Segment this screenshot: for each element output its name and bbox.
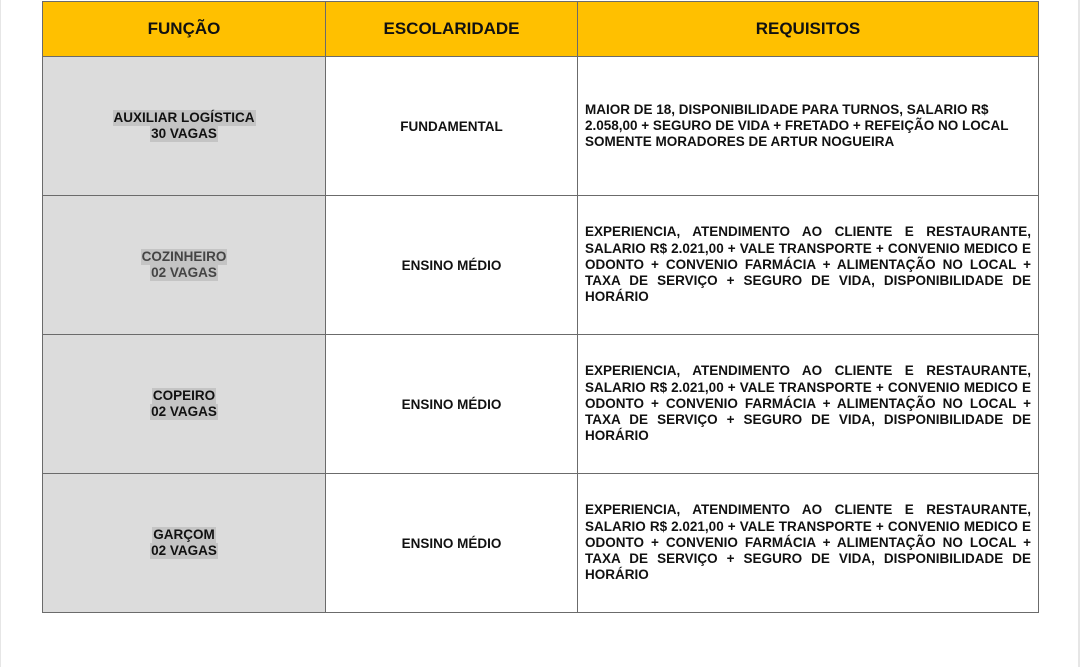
header-escolaridade: ESCOLARIDADE bbox=[326, 2, 578, 57]
requisitos-cell: MAIOR DE 18, DISPONIBILIDADE PARA TURNOS, SALARIO R$ 2.058,00 + SEGURO DE VIDA + FRETADO + REFEIÇÃO NO LOCAL SOMENTE MORADORES DE ARTUR NOGUEIRA bbox=[578, 57, 1039, 196]
funcao-vagas: 02 VAGAS bbox=[151, 404, 217, 419]
table-row bbox=[43, 335, 1039, 474]
requisitos-cell: EXPERIENCIA, ATENDIMENTO AO CLIENTE E RESTAURANTE, SALARIO R$ 2.021,00 + VALE TRANSPORTE + CONVENIO MEDICO E ODONTO + CONVENIO FARMÁCIA + ALIMENTAÇÃO NO LOCAL + TAXA DE SERVIÇO + SEGURO DE VIDA, DISPONIBILIDADE DE HORÁRIO bbox=[578, 335, 1039, 474]
funcao-vagas: 02 VAGAS bbox=[151, 543, 217, 558]
funcao-cell bbox=[43, 335, 326, 474]
funcao-title: COPEIRO bbox=[152, 388, 216, 403]
funcao-cell bbox=[43, 196, 326, 335]
funcao-vagas: 02 VAGAS bbox=[151, 265, 217, 280]
escolaridade-cell: FUNDAMENTAL bbox=[326, 57, 578, 196]
requisitos-cell: EXPERIENCIA, ATENDIMENTO AO CLIENTE E RESTAURANTE, SALARIO R$ 2.021,00 + VALE TRANSPORTE + CONVENIO MEDICO E ODONTO + CONVENIO FARMÁCIA + ALIMENTAÇÃO NO LOCAL + TAXA DE SERVIÇO + SEGURO DE VIDA, DISPONIBILIDADE DE HORÁRIO bbox=[578, 474, 1039, 613]
job-openings-table bbox=[42, 1, 1039, 613]
escolaridade-cell: ENSINO MÉDIO bbox=[326, 196, 578, 335]
requisitos-cell: EXPERIENCIA, ATENDIMENTO AO CLIENTE E RESTAURANTE, SALARIO R$ 2.021,00 + VALE TRANSPORTE + CONVENIO MEDICO E ODONTO + CONVENIO FARMÁCIA + ALIMENTAÇÃO NO LOCAL + TAXA DE SERVIÇO + SEGURO DE VIDA, DISPONIBILIDADE DE HORÁRIO bbox=[578, 196, 1039, 335]
page-edge-left bbox=[0, 0, 1, 667]
funcao-vagas: 30 VAGAS bbox=[151, 126, 217, 141]
funcao-title: AUXILIAR LOGÍSTICA bbox=[113, 110, 255, 125]
funcao-cell bbox=[43, 474, 326, 613]
escolaridade-cell: ENSINO MÉDIO bbox=[326, 335, 578, 474]
header-funcao: FUNÇÃO bbox=[43, 2, 326, 57]
table-row bbox=[43, 196, 1039, 335]
table-header-row bbox=[43, 2, 1039, 57]
funcao-title: GARÇOM bbox=[153, 527, 215, 542]
funcao-title: COZINHEIRO bbox=[141, 249, 227, 264]
table-row bbox=[43, 474, 1039, 613]
table-row bbox=[43, 57, 1039, 196]
funcao-cell bbox=[43, 57, 326, 196]
escolaridade-cell: ENSINO MÉDIO bbox=[326, 474, 578, 613]
header-requisitos: REQUISITOS bbox=[578, 2, 1039, 57]
